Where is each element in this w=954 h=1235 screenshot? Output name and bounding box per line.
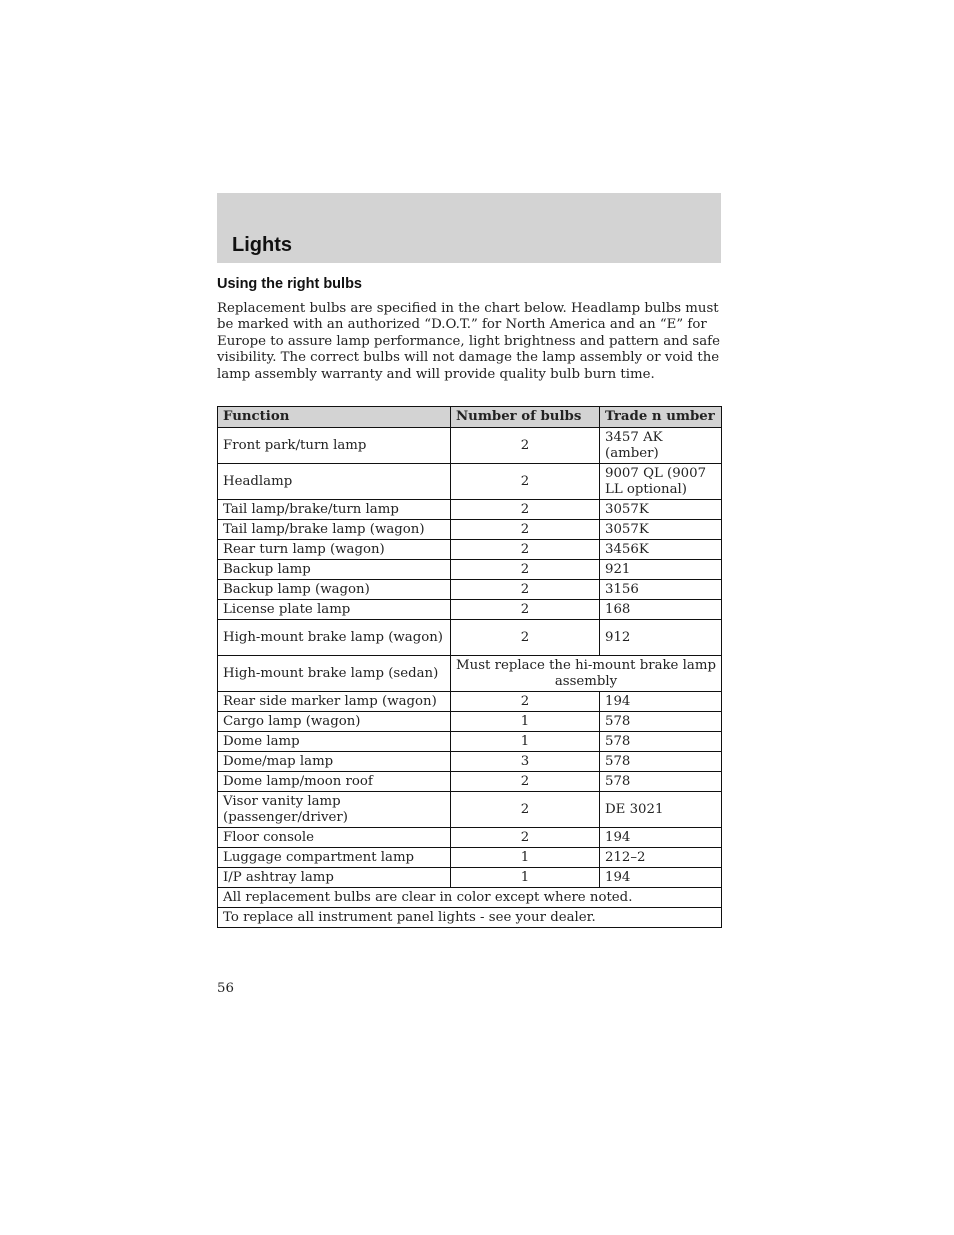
cell-function: Rear side marker lamp (wagon): [218, 692, 451, 712]
cell-trade-number: 9007 QL (9007 LL optional): [600, 464, 722, 500]
cell-count: 2: [451, 792, 600, 828]
table-row: [218, 732, 722, 752]
table-header-row: [218, 407, 722, 428]
cell-function: Headlamp: [218, 464, 451, 500]
cell-function: Dome lamp/moon roof: [218, 772, 451, 792]
table-row: [218, 560, 722, 580]
cell-function: Tail lamp/brake/turn lamp: [218, 500, 451, 520]
cell-count: 2: [451, 560, 600, 580]
cell-trade-number: 194: [600, 828, 722, 848]
cell-count: 2: [451, 428, 600, 464]
cell-count: 1: [451, 848, 600, 868]
cell-trade-number: 921: [600, 560, 722, 580]
table-row: [218, 500, 722, 520]
cell-trade-number: 194: [600, 692, 722, 712]
table-row: [218, 712, 722, 732]
cell-count: 1: [451, 712, 600, 732]
cell-trade-number: 168: [600, 600, 722, 620]
cell-function: License plate lamp: [218, 600, 451, 620]
cell-count: 2: [451, 620, 600, 656]
table-row: [218, 620, 722, 656]
page-title: Lights: [232, 234, 292, 256]
cell-trade-number: 3057K: [600, 500, 722, 520]
table-row: [218, 428, 722, 464]
cell-function: Tail lamp/brake lamp (wagon): [218, 520, 451, 540]
cell-function: Cargo lamp (wagon): [218, 712, 451, 732]
cell-count: 2: [451, 580, 600, 600]
section-heading: Using the right bulbs: [217, 276, 362, 292]
table-row: [218, 600, 722, 620]
table-note-row: [218, 908, 722, 928]
cell-count: 2: [451, 772, 600, 792]
table-row: [218, 772, 722, 792]
cell-trade-number: 912: [600, 620, 722, 656]
cell-function: Backup lamp: [218, 560, 451, 580]
header-number-of-bulbs: Number of bulbs: [451, 407, 600, 428]
cell-trade-number: 578: [600, 752, 722, 772]
table-row: [218, 828, 722, 848]
bulb-table: [217, 406, 722, 928]
section-header-band: [217, 193, 721, 263]
cell-trade-number: 3156: [600, 580, 722, 600]
cell-count: 1: [451, 868, 600, 888]
cell-function: Backup lamp (wagon): [218, 580, 451, 600]
table-row: [218, 580, 722, 600]
cell-trade-number: 3057K: [600, 520, 722, 540]
cell-count: 2: [451, 692, 600, 712]
cell-count: 2: [451, 828, 600, 848]
cell-trade-number: 194: [600, 868, 722, 888]
intro-paragraph: Replacement bulbs are specified in the chart below. Headlamp bulbs must be marked with an authorized “D.O.T.” for North America and an “E” for Europe to assure lamp performance, light brightness and pattern and safe visibility. The correct bulbs will not damage the lamp assembly or void the lamp assembly warranty and will provide quality bulb burn time.: [217, 301, 720, 382]
table-note-row: [218, 888, 722, 908]
cell-count: 3: [451, 752, 600, 772]
cell-count: 2: [451, 540, 600, 560]
table-row: [218, 656, 722, 692]
cell-function: High-mount brake lamp (sedan): [218, 656, 451, 692]
table-row: [218, 752, 722, 772]
cell-trade-number: 212–2: [600, 848, 722, 868]
cell-function: Visor vanity lamp (passenger/driver): [218, 792, 451, 828]
table-row: [218, 848, 722, 868]
cell-merged-note: Must replace the hi-mount brake lamp assembly: [451, 656, 722, 692]
cell-trade-number: 578: [600, 732, 722, 752]
cell-trade-number: 578: [600, 712, 722, 732]
cell-count: 2: [451, 464, 600, 500]
table-row: [218, 464, 722, 500]
cell-function: I/P ashtray lamp: [218, 868, 451, 888]
cell-trade-number: DE 3021: [600, 792, 722, 828]
page-number: 56: [217, 981, 234, 996]
cell-trade-number: 578: [600, 772, 722, 792]
cell-count: 2: [451, 600, 600, 620]
header-trade-number: Trade n umber: [600, 407, 722, 428]
cell-count: 2: [451, 520, 600, 540]
cell-function: Floor console: [218, 828, 451, 848]
cell-function: Rear turn lamp (wagon): [218, 540, 451, 560]
table-row: [218, 792, 722, 828]
table-row: [218, 868, 722, 888]
cell-trade-number: 3457 AK (amber): [600, 428, 722, 464]
note-clear-color: All replacement bulbs are clear in color except where noted.: [218, 888, 722, 908]
cell-function: Front park/turn lamp: [218, 428, 451, 464]
cell-function: Dome/map lamp: [218, 752, 451, 772]
header-function: Function: [218, 407, 451, 428]
table-row: [218, 520, 722, 540]
cell-function: Luggage compartment lamp: [218, 848, 451, 868]
note-see-dealer: To replace all instrument panel lights - see your dealer.: [218, 908, 722, 928]
cell-count: 1: [451, 732, 600, 752]
cell-trade-number: 3456K: [600, 540, 722, 560]
table-row: [218, 692, 722, 712]
cell-count: 2: [451, 500, 600, 520]
cell-function: High-mount brake lamp (wagon): [218, 620, 451, 656]
table-row: [218, 540, 722, 560]
cell-function: Dome lamp: [218, 732, 451, 752]
